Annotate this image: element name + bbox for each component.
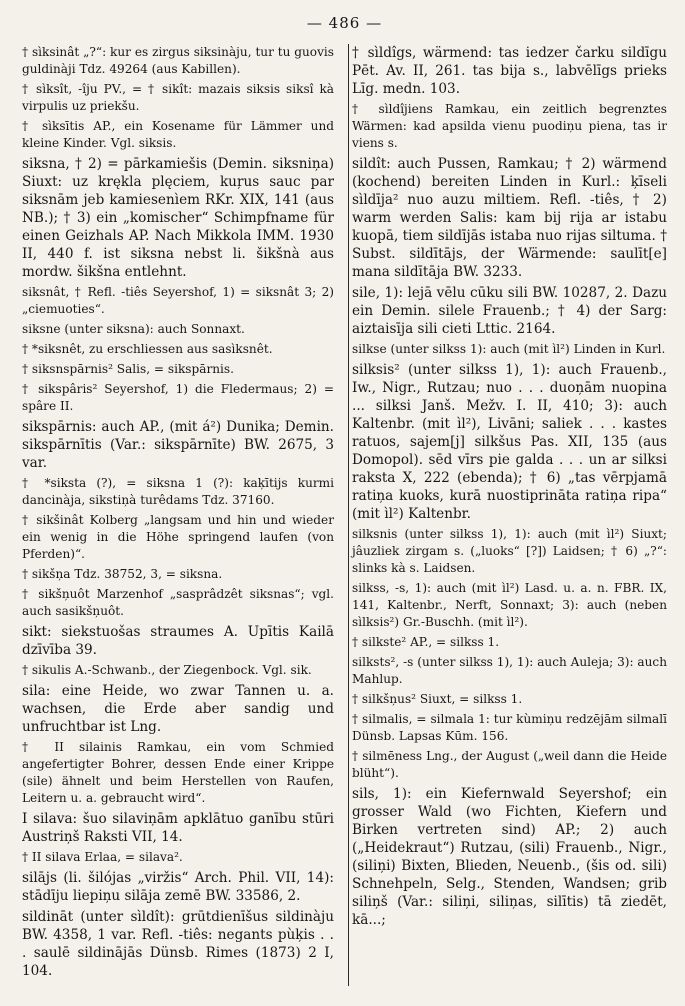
dictionary-entry: sikt: siekstuošas straumes A. Upītis Kailā dzīvība 39. [22, 624, 334, 658]
dictionary-entry: † sìldîjiens Ramkau, ein zeitlich begrenztes Wärmen: kad apsilda vienu puodiņu piena, tas ir viens s. [352, 102, 667, 150]
dictionary-entry: silksis² (unter silkss 1), 1): auch Frauenb., Iw., Nigr., Rutzau; nuo . . . duoņām nuopina ... silksi Janš. Mežv. I. II, 410; 3): auch Kaltenbr. (mit ìl²), Livāni; saliek . . . kastes ratuos, sajem[j] silkšus Pas. XII, 135 (aus Domopol). sēd vīrs pie galda . . . un ar silksi raksta X, 222 (ebenda); † 6) „tas vērpjamā ratiņa kuoks, kurā nuostiprināta ratiņa ripa“ (mit ìl²) Kaltenbr. [352, 362, 667, 522]
dictionary-entry: sildît: auch Pussen, Ramkau; † 2) wärmend (kochend) bereiten Linden in Kurl.: ķīseli sìldīja² nuo auzu miltiem. Refl. -tiês, † 2) warm werden Salis: kam bij rija ar istabu kuopā, tiem sildījās istaba nuo rijas siltuma. † Subst. sildītājs, der Wärmende: saulīt[e] mana sildītāja BW. 3233. [352, 156, 667, 280]
dictionary-entry: siksnât, † Refl. -tiês Seyershof, 1) = siksnât 3; 2) „ciemuoties“. [22, 285, 334, 316]
page-number: — 486 — [306, 14, 383, 32]
dictionary-entry: † II silava Erlaa, = silava². [22, 850, 183, 864]
dictionary-entry: † sikulis A.-Schwanb., der Ziegenbock. Vgl. sik. [22, 663, 312, 677]
dictionary-entry: siksne (unter siksna): auch Sonnaxt. [22, 322, 245, 336]
column-divider [348, 44, 349, 986]
dictionary-entry: sildināt (unter sìldît): grūtdienīšus sildinàju BW. 4358, 1 var. Refl. -tiês: negants pùķis . . . saulē sildinājās Dünsb. Rimes (1873) 2 I, 104. [22, 909, 334, 979]
dictionary-entry: silkss, -s, 1): auch (mit ìl²) Lasd. u. a. n. FBR. IX, 141, Kaltenbr., Nerft, Sonnaxt; 3): auch (neben sìlksis²) Gr.-Buschh. (mit ìl²). [352, 581, 667, 629]
dictionary-entry: † sikšņuôt Marzenhof „sasprâdzêt siksnas“; vgl. auch sasikšņuôt. [22, 587, 334, 618]
dictionary-entry: † silkste² AP., = silkss 1. [352, 635, 500, 649]
dictionary-entry: † siksnspārnis² Salis, = sikspārnis. [22, 362, 234, 376]
dictionary-entry: sikspārnis: auch AP., (mit á²) Dunika; Demin. sikspārnītis (Var.: sikspārnīte) BW. 2675, 3 var. [22, 419, 334, 471]
right-column [342, 44, 667, 1004]
dictionary-entry: † sikspâris² Seyershof, 1) die Fledermaus; 2) = spâre II. [22, 382, 334, 413]
dictionary-entry: † sikšinât Kolberg „langsam und hin und wieder ein wenig in die Höhe springend laufen (von Pferden)“. [22, 513, 334, 561]
dictionary-entry: silksnis (unter silkss 1), 1): auch (mit ìl²) Siuxt; jâuzliek zirgam s. („luoks“ [?]) Laidsen; † 6) „?“: slinks kà s. Laidsen. [352, 527, 667, 575]
dictionary-entry: † II silainis Ramkau, ein vom Schmied angefertigter Bohrer, dessen Ende einer Krippe (sile) ähnelt und beim Herstellen von Raufen, Leitern u. a. gebraucht wird“. [22, 740, 334, 805]
left-column [22, 44, 342, 1004]
dictionary-entry: silksts², -s (unter silkss 1), 1): auch Auleja; 3): auch Mahlup. [352, 655, 667, 686]
dictionary-entry: sils, 1): ein Kiefernwald Seyershof; ein grosser Wald (wo Fichten, Kiefern und Birken vertreten sind) AP.; 2) auch („Heidekraut“) Rutzau, (sili) Frauenb., Nigr., (siliņi) Bixten, Blieden, Neuenb., (šis od. sili) Schnehpeln, Selg., Stenden, Wandsen; grib siliņš (Var.: siliņi, siliņas, silītis) tā ziedēt, kā...; [352, 786, 667, 928]
dictionary-entry: silājs (li. šilójas „viržis“ Arch. Phil. VII, 14): stādīju liepiņu silāja zemē BW. 33586, 2. [22, 870, 334, 904]
columns [22, 44, 667, 1004]
dictionary-entry: † sìldîgs, wärmend: tas iedzer čarku sildīgu Pēt. Av. II, 261. tas bija s., labvēlīgs prieks Līg. medn. 103. [352, 45, 667, 97]
dictionary-entry: silkse (unter silkss 1): auch (mit ìl²) Linden in Kurl. [352, 342, 666, 356]
dictionary-entry: † *siksta (?), = siksna 1 (?): kaķītijs kurmi dancinàja, sikstiņà turêdams Tdz. 37160. [22, 476, 334, 507]
dictionary-entry: sila: eine Heide, wo zwar Tannen u. a. wachsen, die Erde aber sandig und unfruchtbar ist Lng. [22, 683, 334, 735]
dictionary-entry: † *siksnêt, zu erschliessen aus sasìksnêt. [22, 342, 273, 356]
dictionary-entry: siksna, † 2) = pārkamiešis (Demin. siksniņa) Siuxt: uz krękla plęciem, kuŗus sauc par siksnām jeb kamiesenìem RKr. XIX, 141 (aus NB.); † 3) ein „komischer“ Schimpfname für einen Geizhals AP. Nach Mikkola IMM. 1930 II, 440 f. ist siksna nebst li. šikšnà aus mordw. šikšna entlehnt. [22, 156, 334, 280]
dictionary-entry: † silmalis, = silmala 1: tur kùmiņu redzējām silmalī Dünsb. Lapsas Kūm. 156. [352, 712, 667, 743]
dictionary-entry: † sìksît, -îju PV., = † sikît: mazais siksis siksî kà virpulis uz priekšu. [22, 82, 334, 113]
dictionary-entry: † sikšņa Tdz. 38752, 3, = siksna. [22, 567, 223, 581]
dictionary-entry: † silmēness Lng., der August („weil dann die Heide blüht“). [352, 749, 667, 780]
dictionary-entry: I silava: šuo silaviņām apklātuo ganību stūri Austriņš Raksti VII, 14. [22, 811, 334, 845]
dictionary-entry: sile, 1): lejā vēlu cūku sili BW. 10287, 2. Dazu ein Demin. silele Frauenb.; † 4) der Sarg: aiztaisīja sili cieti Lttic. 2164. [352, 285, 667, 337]
dictionary-entry: † sìksītis AP., ein Kosename für Lämmer und kleine Kinder. Vgl. siksis. [22, 119, 334, 150]
dictionary-entry: † silkšņus² Siuxt, = silkss 1. [352, 692, 523, 706]
dictionary-entry: † sìksinât „?“: kur es zirgus siksinàju, tur tu guovis guldinàji Tdz. 49264 (aus Kabillen). [22, 45, 334, 76]
